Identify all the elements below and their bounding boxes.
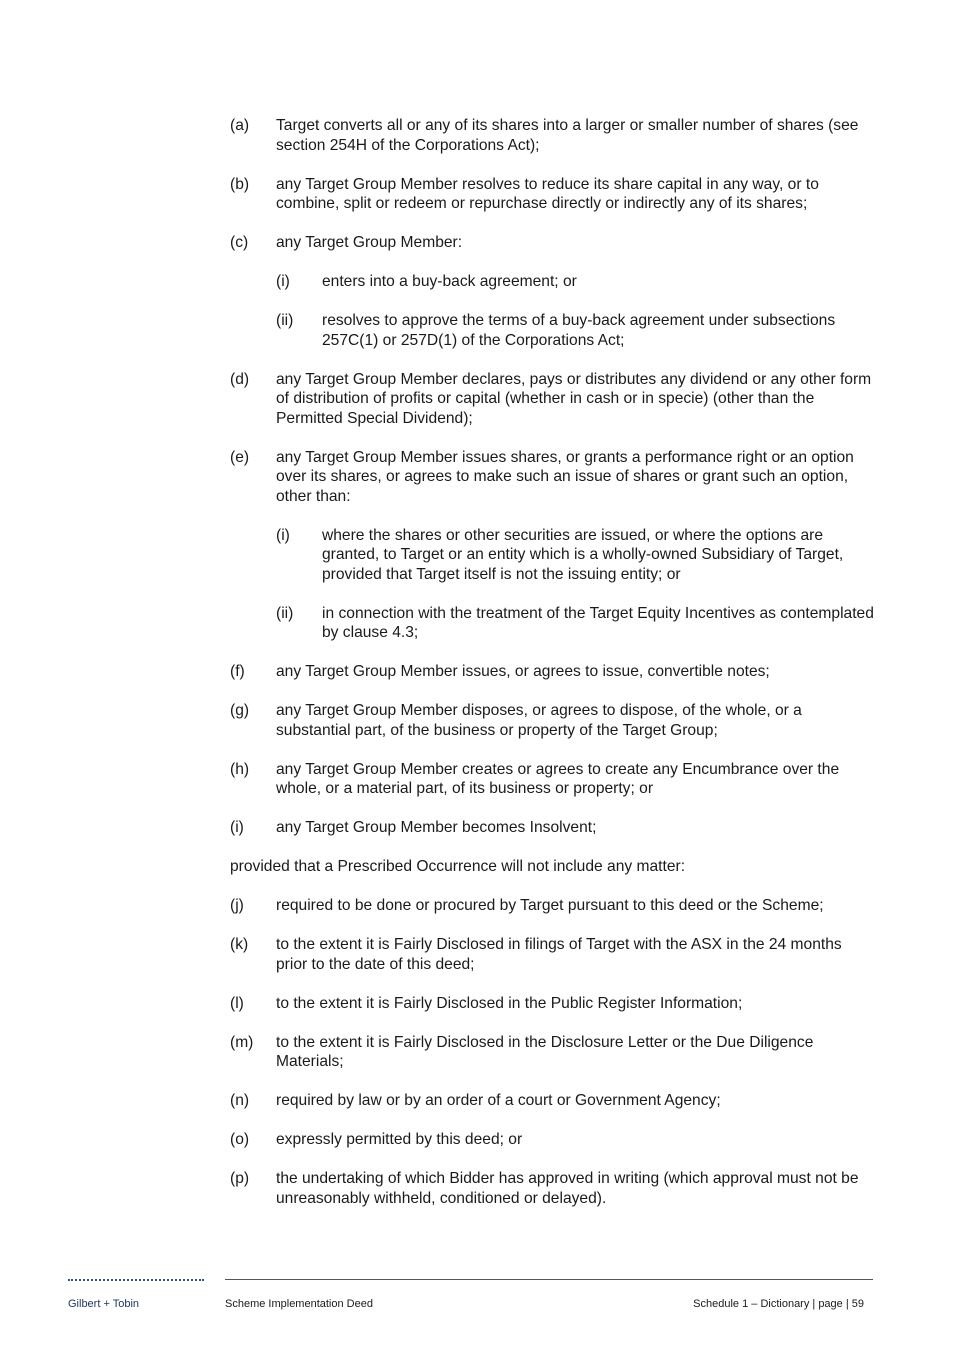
clause-m <box>230 1033 875 1072</box>
clause-o <box>230 1130 875 1150</box>
clause-text: required to be done or procured by Target pursuant to this deed or the Scheme; <box>276 897 824 914</box>
subclause-label: (i) <box>276 273 290 290</box>
clause-p <box>230 1169 875 1208</box>
clause-text: expressly permitted by this deed; or <box>276 1131 523 1148</box>
subclause-text: where the shares or other securities are issued, or where the options are granted, to Target or an entity which is a wholly-owned Subsidiary of Target, provided that Target itself is not the issuing entity; or <box>322 526 844 583</box>
clause-text: any Target Group Member becomes Insolvent; <box>276 819 597 836</box>
clause-label: (j) <box>230 897 244 914</box>
clause-label: (c) <box>230 234 249 251</box>
clause-j <box>230 896 875 916</box>
footer-rule <box>225 1279 873 1280</box>
subclause-text: enters into a buy-back agreement; or <box>322 273 577 290</box>
subclause-label: (ii) <box>276 604 294 622</box>
clause-text: the undertaking of which Bidder has approved in writing (which approval must not be unreasonably withheld, conditioned or delayed). <box>276 1170 859 1207</box>
clause-g <box>230 701 875 740</box>
subclause-c-i <box>276 272 875 292</box>
clause-text: any Target Group Member creates or agrees to create any Encumbrance over the whole, or a material part, of its business or property; or <box>276 760 840 797</box>
clause-label: (o) <box>230 1131 250 1148</box>
clause-l <box>230 994 875 1014</box>
clause-i <box>230 818 875 838</box>
clause-h <box>230 760 875 799</box>
subclause-e-ii <box>276 604 875 643</box>
clause-label: (n) <box>230 1092 250 1109</box>
clause-text: any Target Group Member declares, pays or distributes any dividend or any other form of distribution of profits or capital (whether in cash or in specie) (other than the Permitted Special Dividend); <box>276 370 872 427</box>
subclause-label: (i) <box>276 526 290 544</box>
footer-firm-name: Gilbert + Tobin <box>68 1298 140 1310</box>
document-body <box>230 116 875 1228</box>
clause-text: required by law or by an order of a court or Government Agency; <box>276 1092 721 1109</box>
subclause-e-i <box>276 526 875 585</box>
clause-label: (d) <box>230 370 250 388</box>
clause-text: to the extent it is Fairly Disclosed in the Disclosure Letter or the Due Diligence Materials; <box>276 1033 814 1070</box>
clause-label: (h) <box>230 760 250 778</box>
clause-label: (m) <box>230 1033 254 1051</box>
clause-label: (i) <box>230 819 244 836</box>
subclause-label: (ii) <box>276 312 294 329</box>
clause-text: any Target Group Member resolves to reduce its share capital in any way, or to combine, split or redeem or repurchase directly or indirectly any of its shares; <box>276 175 819 212</box>
clause-d <box>230 370 875 429</box>
clause-a <box>230 116 875 155</box>
proviso-paragraph: provided that a Prescribed Occurrence will not include any matter: <box>230 858 686 875</box>
clause-f <box>230 662 875 682</box>
clause-label: (b) <box>230 175 250 193</box>
footer-page-number: Schedule 1 – Dictionary | page | 59 <box>693 1298 864 1310</box>
clause-label: (g) <box>230 702 250 719</box>
clause-text: any Target Group Member disposes, or agrees to dispose, of the whole, or a substantial part, of the business or property of the Target Group; <box>276 702 802 739</box>
clause-text: any Target Group Member issues, or agrees to issue, convertible notes; <box>276 663 770 680</box>
clause-n <box>230 1091 875 1111</box>
subclause-text: in connection with the treatment of the Target Equity Incentives as contemplated by clause 4.3; <box>322 604 874 641</box>
clause-text: Target converts all or any of its shares into a larger or smaller number of shares (see section 254H of the Corporations Act); <box>276 117 859 154</box>
clause-label: (a) <box>230 117 250 134</box>
clause-label: (f) <box>230 663 245 680</box>
clause-e <box>230 448 875 507</box>
clause-text: any Target Group Member: <box>276 234 463 251</box>
footer-document-title: Scheme Implementation Deed <box>225 1298 373 1310</box>
clause-b <box>230 175 875 214</box>
clause-k <box>230 935 875 974</box>
clause-c <box>230 233 875 253</box>
clause-text: any Target Group Member issues shares, or grants a performance right or an option over its shares, or agrees to make such an issue of shares or grant such an option, other than: <box>276 448 854 505</box>
footer-dotted-rule <box>68 1279 204 1281</box>
clause-text: to the extent it is Fairly Disclosed in filings of Target with the ASX in the 24 months prior to the date of this deed; <box>276 936 842 973</box>
subclause-c-ii <box>276 311 875 350</box>
clause-label: (k) <box>230 936 249 953</box>
clause-label: (l) <box>230 994 244 1012</box>
clause-label: (p) <box>230 1170 250 1187</box>
clause-label: (e) <box>230 448 250 466</box>
subclause-text: resolves to approve the terms of a buy-back agreement under subsections 257C(1) or 257D(1) of the Corporations Act; <box>322 312 836 349</box>
clause-text: to the extent it is Fairly Disclosed in the Public Register Information; <box>276 994 743 1012</box>
